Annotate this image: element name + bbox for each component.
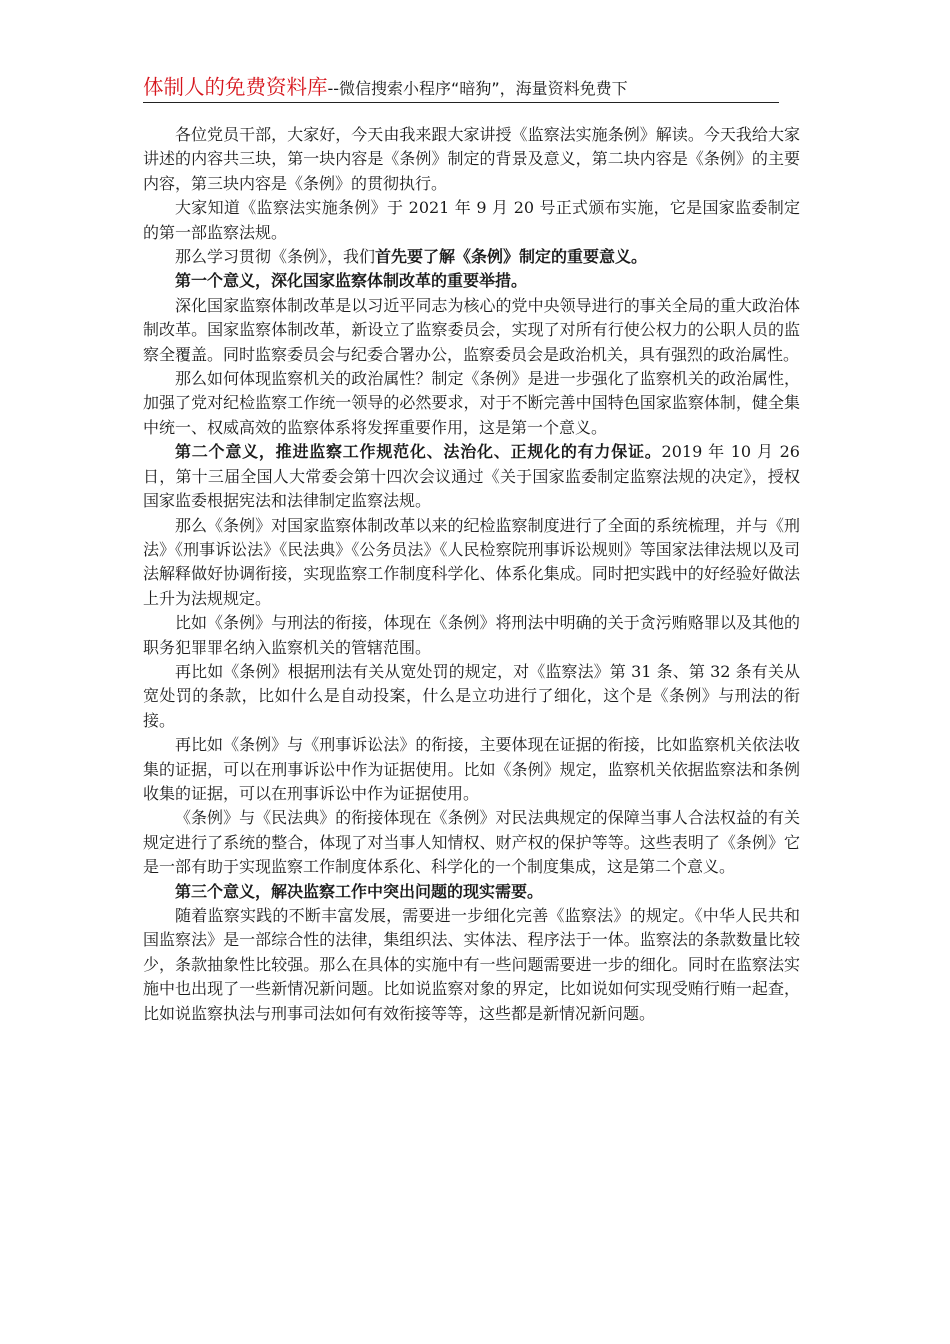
page-header (143, 70, 779, 103)
paragraph: 那么学习贯彻《条例》，我们首先要了解《条例》制定的重要意义。 (175, 247, 648, 267)
paragraph: 再比如《条例》与《刑事诉讼法》的衔接，主要体现在证据的衔接，比如监察机关依法收集的证据，可以在刑事诉讼中作为证据使用。比如《条例》规定，监察机关依据监察法和条例收集的证据，可以在刑事诉讼中作为证据使用。 (143, 735, 800, 803)
paragraph: 深化国家监察体制改革是以习近平同志为核心的党中央领导进行的事关全局的重大政治体制改革。国家监察体制改革，新设立了监察委员会，实现了对所有行使公权力的公职人员的监察全覆盖。同时监察委员会与纪委合署办公，监察委员会是政治机关，具有强烈的政治属性。 (143, 295, 800, 364)
header-brand: 体制人的免费资料库 (143, 75, 328, 99)
section-heading: 第三个意义，解决监察工作中突出问题的现实需要。 (175, 881, 544, 901)
paragraph: 再比如《条例》根据刑法有关从宽处罚的规定，对《监察法》第 31 条、第 32 条有关从宽处罚的条款，比如什么是自动投案，什么是立功进行了细化，这个是《条例》与刑法的衔接。 (143, 661, 800, 730)
header-note: --微信搜索小程序“暗狗”，海量资料免费下 (327, 79, 628, 98)
paragraph: 那么如何体现监察机关的政治属性？制定《条例》是进一步强化了监察机关的政治属性，加强了党对纪检监察工作统一领导的必然要求，对于不断完善中国特色国家监察体制，健全集中统一、权威高效的监察体系将发挥重要作用，这是第一个意义。 (143, 369, 800, 437)
paragraph: 《条例》与《民法典》的衔接体现在《条例》对民法典规定的保障当事人合法权益的有关规定进行了系统的整合，体现了对当事人知情权、财产权的保护等等。这些表明了《条例》它是一部有助于实现监察工作制度体系化、科学化的一个制度集成，这是第二个意义。 (143, 808, 800, 877)
section-heading: 第一个意义，深化国家监察体制改革的重要举措。 (175, 271, 528, 291)
paragraph: 随着监察实践的不断丰富发展，需要进一步细化完善《监察法》的规定。《中华人民共和国监察法》是一部综合性的法律，集组织法、实体法、程序法于一体。监察法的条款数量比较少，条款抽象性比较强。那么在具体的实施中有一些问题需要进一步的细化。同时在监察法实施中也出现了一些新情况新问题。比如说监察对象的界定，比如说如何实现受贿行贿一起查，比如说监察执法与刑事司法如何有效衔接等等，这些都是新情况新问题。 (143, 906, 800, 1023)
document-body (143, 123, 800, 1026)
paragraph: 第二个意义，推进监察工作规范化、法治化、正规化的有力保证。2019 年 10 月 26 日，第十三届全国人大常委会第十四次会议通过《关于国家监委制定监察法规的决定》，授权国家监委根据宪法和法律制定监察法规。 (143, 442, 800, 511)
paragraph: 比如《条例》与刑法的衔接，体现在《条例》将刑法中明确的关于贪污贿赂罪以及其他的职务犯罪罪名纳入监察机关的管辖范围。 (143, 613, 800, 657)
paragraph: 那么《条例》对国家监察体制改革以来的纪检监察制度进行了全面的系统梳理，并与《刑法》《刑事诉讼法》《民法典》《公务员法》《人民检察院刑事诉讼规则》等国家法律法规以及司法解释做好协调衔接，实现监察工作制度科学化、体系化集成。同时把实践中的好经验好做法上升为法规规定。 (143, 515, 800, 608)
paragraph: 各位党员干部，大家好，今天由我来跟大家讲授《监察法实施条例》解读。今天我给大家讲述的内容共三块，第一块内容是《条例》制定的背景及意义，第二块内容是《条例》的主要内容，第三块内容是《条例》的贯彻执行。 (143, 125, 800, 193)
paragraph: 大家知道《监察法实施条例》于 2021 年 9 月 20 号正式颁布实施，它是国家监委制定的第一部监察法规。 (143, 198, 800, 242)
